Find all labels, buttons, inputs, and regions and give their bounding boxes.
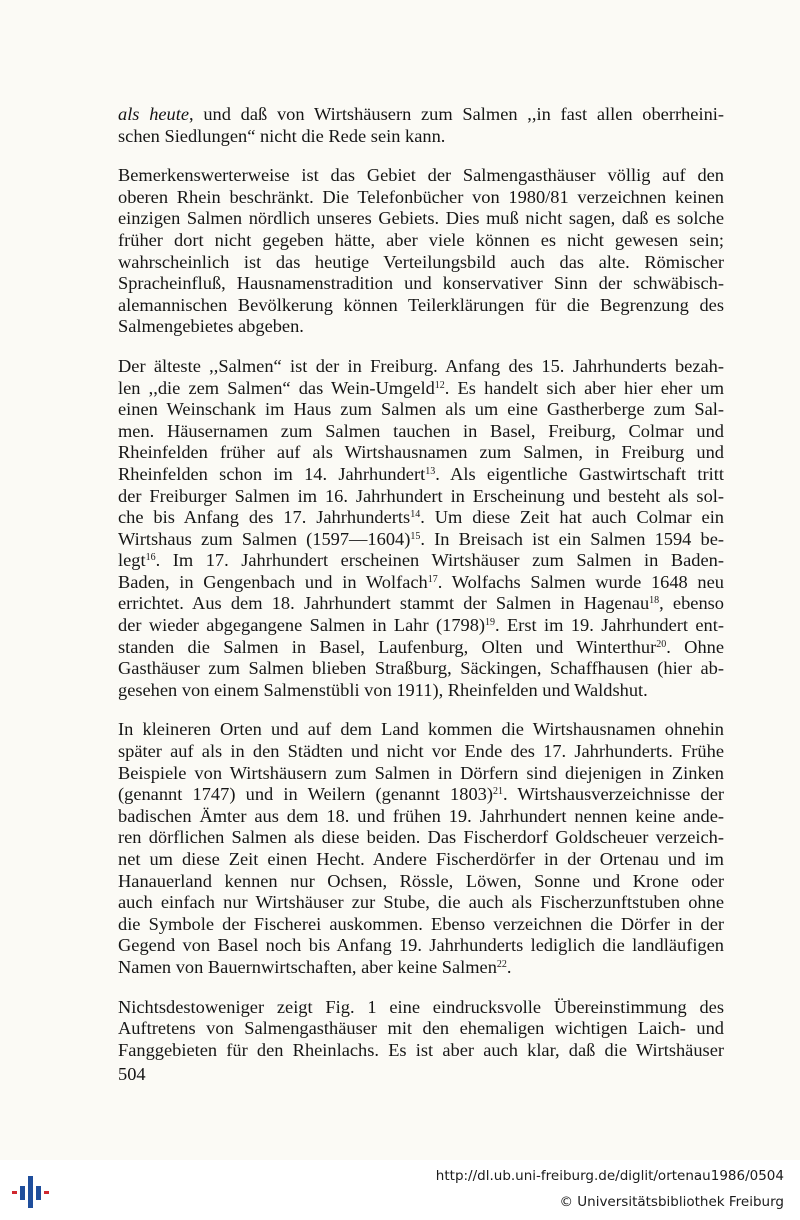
text-line [118,892,724,914]
text-line [118,741,724,763]
paragraph [118,356,724,702]
text-run: oberen Rhein beschränkt. Die Telefonbücher von 1980/81 verzeichnen keinen [118,186,724,207]
text-line [118,230,724,252]
text-run: Auftretens von Salmengasthäuser mit den ehemaligen wichtigen Laich- und [118,1018,724,1039]
source-url-link[interactable]: http://dl.ub.uni-freiburg.de/diglit/ortenau1986/0504 [435,1168,784,1184]
text-line [118,1018,724,1040]
text-run: . Wolfachs Salmen wurde 1648 neu [437,571,724,592]
text-run: Rheinfelden schon im 14. Jahrhundert [118,463,426,484]
text-line [118,680,724,702]
ub-freiburg-logo-icon [10,1172,50,1212]
text-run: Wirtshaus zum Salmen (1597—1604) [118,528,411,549]
text-run: (genannt 1747) und in Weilern (genannt 1803) [118,784,493,805]
text-line [118,187,724,209]
text-run: Hanauerland kennen nur Ochsen, Rössle, Löwen, Sonne und Krone oder [118,870,724,891]
text-run: auch einfach nur Wirtshäuser zur Stube, die auch als Fischerzunftstuben ohne [118,892,724,913]
text-line [118,957,724,979]
paragraph [118,719,724,978]
text-run: der wieder abgegangene Salmen in Lahr (1798) [118,615,486,636]
text-run: die Symbole der Fischerei auskommen. Ebenso verzeichnen die Dörfer in der [118,913,724,934]
text-run: , ebenso [659,593,724,614]
text-run: Spracheinfluß, Hausnamenstradition und konservativer Sinn der schwäbisch- [118,273,724,294]
footnote-marker: 18 [649,595,660,607]
text-line [118,658,724,680]
text-line [118,763,724,785]
text-run: . Um diese Zeit hat auch Colmar ein [420,507,724,528]
body-text [118,104,724,1079]
text-run: . Im 17. Jahrhundert erscheinen Wirtshäuser zum Salmen in Baden- [155,550,724,571]
text-line [118,165,724,187]
text-line [118,529,724,551]
text-line [118,637,724,659]
text-run: che bis Anfang des 17. Jahrhunderts [118,507,411,528]
text-run: alemannischen Bevölkerung können Teilerklärungen für die Begrenzung des [118,294,724,315]
text-run: früher dort nicht gegeben hätte, aber viele können es nicht gewesen sein; [118,229,724,250]
text-line [118,421,724,443]
text-line [118,507,724,529]
text-run: . In Breisach ist ein Salmen 1594 be- [420,528,724,549]
text-run: . Ohne [666,636,725,657]
text-run: einzigen Salmen nördlich unseres Gebiets. Dies muß nicht sagen, daß es solche [118,208,724,229]
footnote-marker: 22 [496,958,507,970]
text-run: . Erst im 19. Jahrhundert ent- [495,615,724,636]
text-run: Gasthäuser zum Salmen blieben Straßburg, Säckingen, Schaffhausen (hier ab- [118,658,724,679]
text-line [118,615,724,637]
text-line [118,572,724,594]
text-run: . Wirtshausverzeichnisse der [502,784,724,805]
text-run: der Freiburger Salmen im 16. Jahrhundert in Erscheinung und besteht als sol- [118,485,724,506]
paragraph [118,165,724,338]
text-line [118,784,724,806]
copyright-notice: © Universitätsbibliothek Freiburg [559,1194,784,1210]
text-line [118,827,724,849]
footnote-marker: 14 [410,509,421,521]
text-run: Salmengebietes abgeben. [118,316,304,337]
text-run: , und daß von Wirtshäusern zum Salmen ,,in fast allen oberrheini- [189,104,724,124]
text-run: . [506,956,512,977]
text-line [118,464,724,486]
text-run: wahrscheinlich ist das heutige Verteilungsbild auch das alte. Römischer [118,251,724,272]
text-line [118,126,724,148]
page-number: 504 [118,1064,146,1084]
footnote-marker: 17 [427,573,438,585]
text-run: Bemerkenswerterweise ist das Gebiet der Salmengasthäuser völlig auf den [118,165,724,186]
text-line [118,849,724,871]
footnote-marker: 20 [656,638,667,650]
text-run: Der älteste ,,Salmen“ ist der in Freiburg. Anfang des 15. Jahrhunderts bezah- [118,355,724,376]
text-run: . Es handelt sich aber hier eher um [444,377,724,398]
text-run: Nichtsdestoweniger zeigt Fig. 1 eine eindrucksvolle Übereinstimmung des [118,996,724,1017]
text-run: . Als eigentliche Gastwirtschaft tritt [435,463,724,484]
text-line [118,104,724,126]
text-run: Rheinfelden früher auf als Wirtshausnamen zum Salmen, in Freiburg und [118,442,724,463]
text-run: gesehen von einem Salmenstübli von 1911), Rheinfelden und Waldshut. [118,679,648,700]
text-line [118,442,724,464]
paragraph [118,104,724,147]
text-line [118,356,724,378]
text-line [118,1040,724,1062]
text-line [118,378,724,400]
text-run: schen Siedlungen“ nicht die Rede sein kann. [118,125,446,146]
text-line [118,252,724,274]
footnote-marker: 12 [434,379,445,391]
paragraph [118,997,724,1062]
text-run: men. Häusernamen zum Salmen tauchen in Basel, Freiburg, Colmar und [118,420,724,441]
text-run: Baden, in Gengenbach und in Wolfach [118,571,428,592]
text-line [118,273,724,295]
text-line [118,997,724,1019]
text-run: net um diese Zeit einen Hecht. Andere Fischerdörfer in der Ortenau und im [118,849,724,869]
text-line [118,871,724,893]
footnote-marker: 13 [425,465,436,477]
text-run: einen Weinschank im Haus zum Salmen als um eine Gastherberge zum Sal- [118,399,724,420]
text-line [118,719,724,741]
text-run: Namen von Bauernwirtschaften, aber keine Salmen [118,956,497,977]
footnote-marker: 16 [145,552,156,564]
text-run: ren dörflichen Salmen als diese beiden. Das Fischerdorf Goldscheuer verzeich- [118,827,724,848]
text-run: später auf als in den Städten und nicht vor Ende des 17. Jahrhunderts. Frühe [118,741,724,762]
text-line [118,399,724,421]
footnote-marker: 19 [485,617,496,629]
footnote-marker: 21 [492,786,503,798]
text-line [118,914,724,936]
italic-text: als heute [118,104,190,124]
text-line [118,486,724,508]
text-line [118,295,724,317]
text-run: errichtet. Aus dem 18. Jahrhundert stammt der Salmen in Hagenau [118,593,650,614]
text-run: Beispiele von Wirtshäusern zum Salmen in Dörfern sind diejenigen in Zinken [118,762,724,783]
footnote-marker: 15 [410,530,421,542]
text-line [118,316,724,338]
text-run: In kleineren Orten und auf dem Land kommen die Wirtshausnamen ohnehin [118,719,724,740]
text-run: legt [118,550,146,571]
text-line [118,935,724,957]
text-line [118,208,724,230]
text-run: standen die Salmen in Basel, Laufenburg, Olten und Winterthur [118,636,657,657]
text-run: len ,,die zem Salmen“ das Wein-Umgeld [118,377,435,398]
text-line [118,550,724,572]
text-line [118,593,724,615]
text-run: Fanggebieten für den Rheinlachs. Es ist aber auch klar, daß die Wirtshäuser [118,1039,724,1060]
text-run: Gegend von Basel noch bis Anfang 19. Jahrhunderts lediglich die landläufigen [118,935,724,956]
text-run: badischen Ämter aus dem 18. und frühen 19. Jahrhundert nennen keine ande- [118,805,724,826]
text-line [118,806,724,828]
